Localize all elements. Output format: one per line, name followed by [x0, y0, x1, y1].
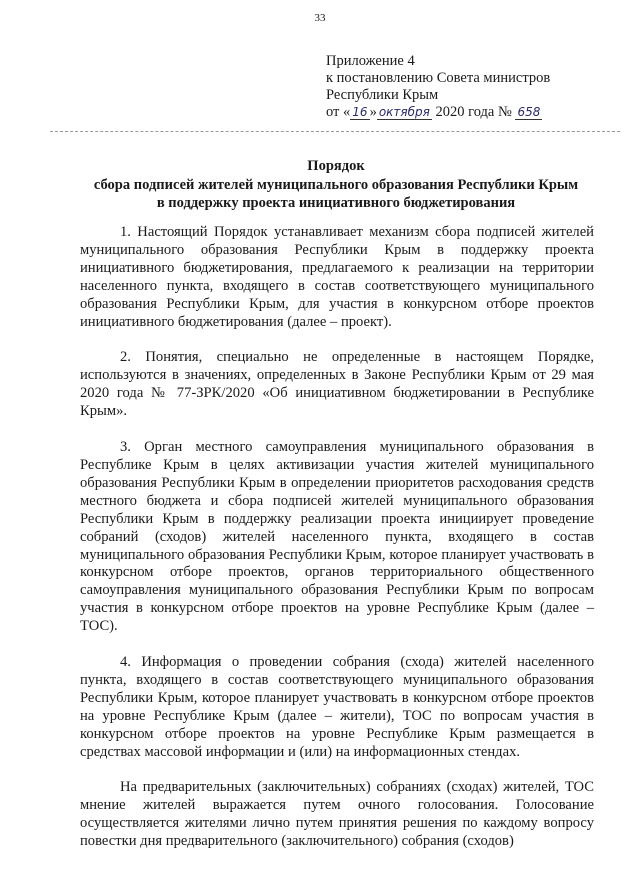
document-body — [80, 224, 594, 851]
date-day: 16 — [352, 105, 368, 119]
header-divider — [50, 131, 620, 132]
appendix-line-2: к постановлению Совета министров — [326, 70, 551, 86]
date-prefix: от « — [326, 104, 351, 120]
appendix-header — [326, 53, 626, 121]
appendix-line-1: Приложение 4 — [326, 53, 415, 69]
title-line-2: сбора подписей жителей муниципального образования Республики Крым — [93, 176, 579, 193]
date-year: 2020 года № — [435, 104, 512, 120]
document-title — [40, 157, 632, 213]
appendix-date-line — [326, 104, 626, 121]
paragraph-1: 1. Настоящий Порядок устанавливает механизм сбора подписей жителей муниципального образования Республики Крым в поддержку проекта инициативного бюджетирования, предлагаемого к реализации на территории населенного пункта, входящего в состав соответствующего муниципального образования Республики Крым, для участия в конкурсном отборе проектов инициативного бюджетирования (далее – проект). — [80, 224, 594, 330]
page-number: 33 — [314, 12, 326, 24]
title-line-3: в поддержку проекта инициативного бюджетирования — [156, 195, 516, 211]
paragraph-2: 2. Понятия, специально не определенные в настоящем Порядке, используются в значениях, определенных в Законе Республики Крым от 29 мая 2020 года № 77-ЗРК/2020 «Об инициативном бюджетировании в Республике Крым». — [80, 349, 594, 420]
title-line-1: Порядок — [307, 158, 365, 174]
date-number: 658 — [517, 105, 541, 119]
paragraph-3: 3. Орган местного самоуправления муниципального образования в Республике Крым в целях активизации участия жителей муниципального образования Республики Крым в определении приоритетов расходования средств местного бюджета и сбора подписей жителей муниципального образования Республики Крым в поддержку реализации проекта инициирует проведение собраний (сходов) жителей населенного пункта, входящего в состав муниципального образования Республики Крым, которое планирует участвовать в конкурсном отборе проектов, органов территориального общественного самоуправления муниципального образования Республики Крым по вопросам участия в конкурсном отборе проектов на уровне Республике Крым (далее – ТОС). — [80, 439, 594, 635]
date-month: октября — [378, 105, 430, 119]
date-mid: » — [369, 104, 377, 120]
paragraph-4: 4. Информация о проведении собрания (схода) жителей населенного пункта, входящего в состав соответствующего муниципального образования Республики Крым, которое планирует участвовать в конкурсном отборе проектов на уровне Республике Крым (далее – жители), ТОС по вопросам участия в конкурсном отборе проектов на уровне Республике Крым размещается в средствах массовой информации и (или) на информационных стендах. — [80, 654, 594, 760]
paragraph-5: На предварительных (заключительных) собраниях (сходах) жителей, ТОС мнение жителей выражается путем очного голосования. Голосование осуществляется жителями лично путем принятия решения по каждому вопросу повестки дня предварительного (заключительного) собрания (сходов) — [80, 779, 594, 850]
appendix-line-3: Республики Крым — [326, 87, 439, 103]
